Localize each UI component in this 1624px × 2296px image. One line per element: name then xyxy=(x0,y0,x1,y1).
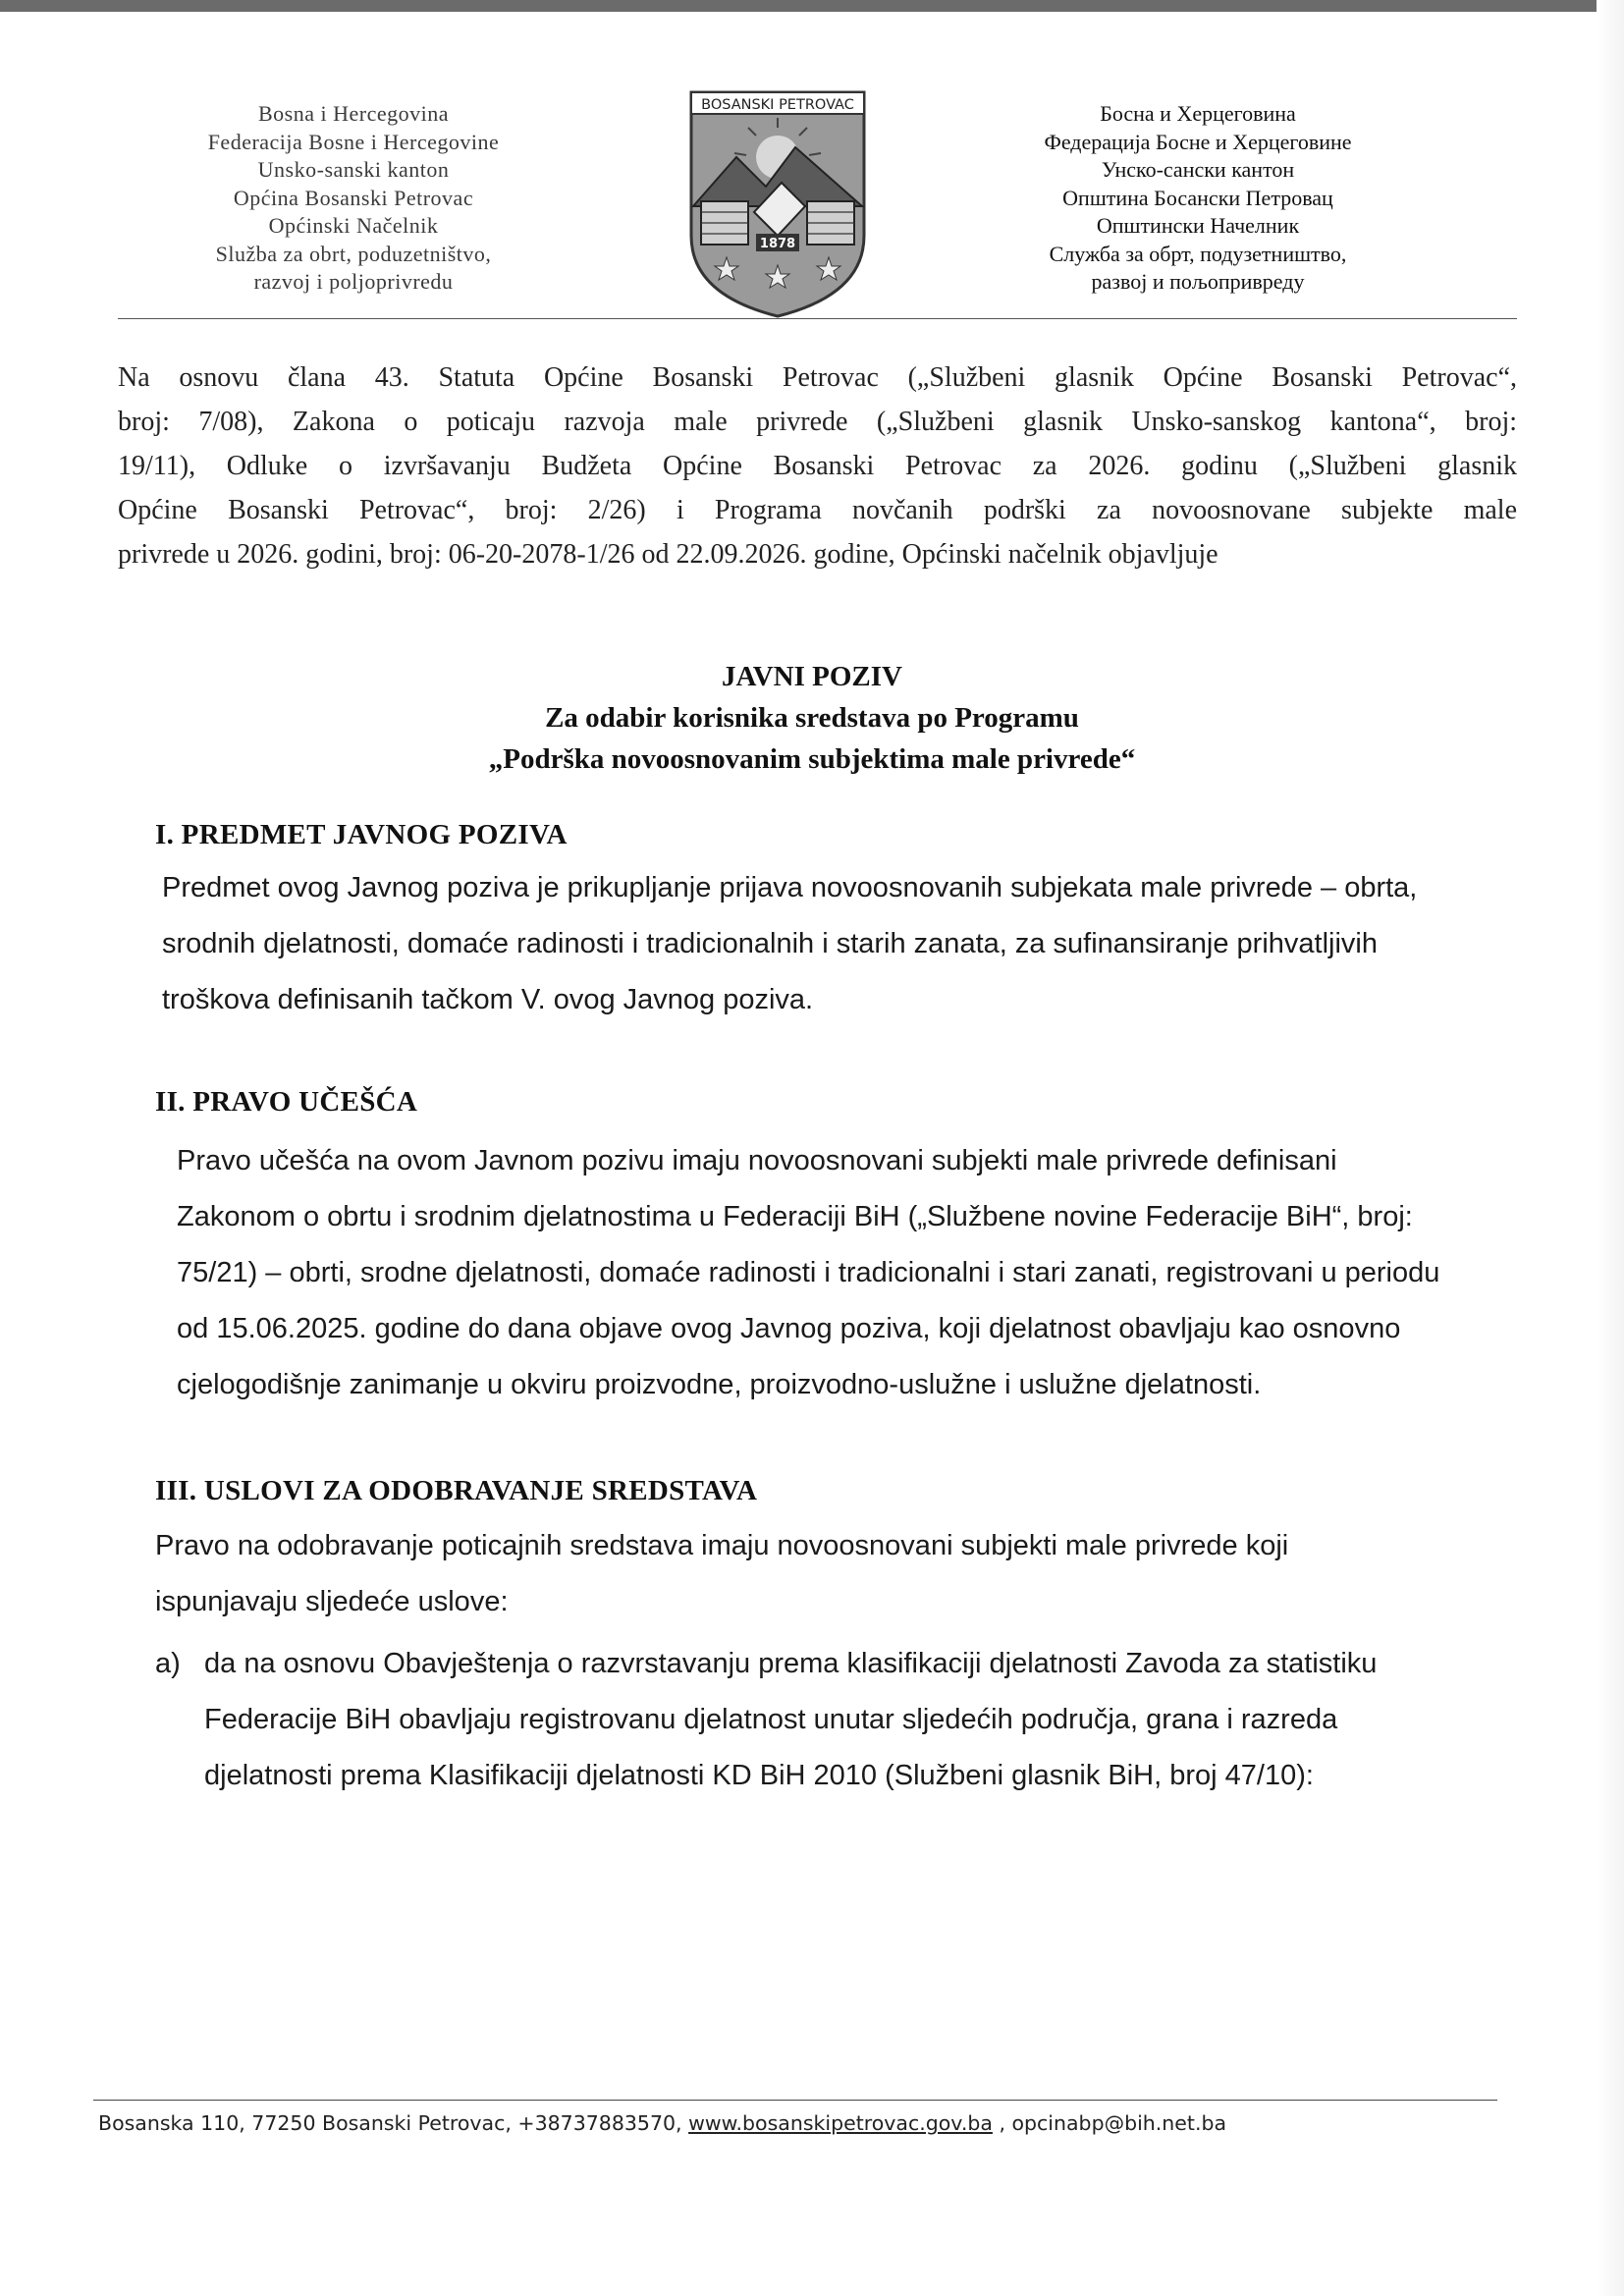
coat-of-arms-icon xyxy=(687,88,868,320)
letterhead-latin-line: Općinski Načelnik xyxy=(268,213,439,238)
footer-divider xyxy=(93,2100,1497,2101)
intro-line: 19/11), Odluke o izvršavanju Budžeta Općine Bosanski Petrovac za 2026. godinu („Službeni glasnik xyxy=(118,451,1517,481)
section-body-3 xyxy=(155,1518,1288,1630)
letterhead-cyrillic-line: Општински Начелник xyxy=(1096,213,1300,238)
letterhead-cyrillic xyxy=(982,100,1414,297)
section-line: srodnih djelatnosti, domaće radinosti i tradicionalnih i starih zanata, za sufinansiranje prihvatljivih xyxy=(162,928,1378,959)
footer-address: Bosanska 110, 77250 Bosanski Petrovac, +38737883570, xyxy=(98,2111,689,2135)
footer-website-link[interactable]: www.bosanskipetrovac.gov.ba xyxy=(688,2111,993,2135)
letterhead-latin-line: Bosna i Hercegovina xyxy=(258,101,449,126)
section-line: Pravo učešća na ovom Javnom pozivu imaju novoosnovani subjekti male privrede definisani xyxy=(177,1145,1337,1176)
section-line: 75/21) – obrti, srodne djelatnosti, domaće radinosti i tradicionalni i stari zanati, registrovani u periodu xyxy=(177,1257,1440,1288)
intro-line: Općine Bosanski Petrovac“, broj: 2/26) i Programa novčanih podrški za novoosnovane subjekte male xyxy=(118,495,1517,525)
list-item-line: djelatnosti prema Klasifikaciji djelatnosti KD BiH 2010 (Službeni glasnik BiH, broj 47/10): xyxy=(204,1760,1314,1791)
intro-paragraph xyxy=(118,355,1517,576)
letterhead-cyrillic-line: Унско-сански кантон xyxy=(1101,157,1295,182)
letterhead-cyrillic-line: Општина Босански Петровац xyxy=(1062,185,1333,210)
letterhead-latin xyxy=(147,100,560,297)
footer-email[interactable]: opcinabp@bih.net.ba xyxy=(1011,2111,1227,2135)
intro-line: Na osnovu člana 43. Statuta Općine Bosanski Petrovac („Službeni glasnik Općine Bosanski Petrovac“, xyxy=(118,362,1517,393)
section-line: troškova definisanih tačkom V. ovog Javnog poziva. xyxy=(162,984,814,1015)
title-line-2: Za odabir korisnika sredstava po Programu xyxy=(545,702,1079,734)
list-item-label: a) xyxy=(155,1648,181,1679)
footer-separator: , xyxy=(992,2111,1012,2135)
intro-line: privrede u 2026. godini, broj: 06-20-2078-1/26 od 22.09.2026. godine, Općinski načelnik objavljuje xyxy=(118,539,1218,570)
document-title xyxy=(0,656,1624,780)
title-line-1: JAVNI POZIV xyxy=(722,661,902,692)
section-body-1 xyxy=(162,860,1417,1028)
header-divider xyxy=(118,318,1517,319)
title-line-3: „Podrška novoosnovanim subjektima male privrede“ xyxy=(488,743,1136,775)
letterhead-cyrillic-line: Босна и Херцеговина xyxy=(1100,101,1296,126)
section-heading-3: III. USLOVI ZA ODOBRAVANJE SREDSTAVA xyxy=(155,1475,758,1506)
letterhead-cyrillic-line: развој и пољопривреду xyxy=(1091,269,1305,294)
section-heading-2: II. PRAVO UČEŠĆA xyxy=(155,1086,418,1118)
section-line: Zakonom o obrtu i srodnim djelatnostima u Federaciji BiH („Službene novine Federacije BiH“, broj: xyxy=(177,1201,1413,1232)
section-line: ispunjavaju sljedeće uslove: xyxy=(155,1586,509,1617)
list-item-a xyxy=(204,1636,1377,1804)
scan-right-edge xyxy=(1597,0,1624,2296)
section-line: cjelogodišnje zanimanje u okviru proizvodne, proizvodno-uslužne i uslužne djelatnosti. xyxy=(177,1369,1262,1400)
section-line: Predmet ovog Javnog poziva je prikupljanje prijava novoosnovanih subjekata male privrede – obrta, xyxy=(162,872,1418,903)
section-line: od 15.06.2025. godine do dana objave ovog Javnog poziva, koji djelatnost obavljaju kao osnovno xyxy=(177,1313,1401,1344)
letterhead xyxy=(0,0,1624,324)
section-line: Pravo na odobravanje poticajnih sredstava imaju novoosnovani subjekti male privrede koji xyxy=(155,1530,1289,1561)
letterhead-latin-line: Općina Bosanski Petrovac xyxy=(233,185,474,210)
letterhead-latin-line: Federacija Bosne i Hercegovine xyxy=(207,129,500,154)
section-body-2 xyxy=(177,1133,1439,1413)
section-heading-1: I. PREDMET JAVNOG POZIVA xyxy=(155,819,568,850)
letterhead-cyrillic-line: Служба за обрт, подузетништво, xyxy=(1049,241,1347,266)
footer-contact xyxy=(98,2111,1226,2135)
list-item-line: da na osnovu Obavještenja o razvrstavanju prema klasifikaciji djelatnosti Zavoda za statistiku xyxy=(204,1648,1378,1679)
coat-banner-text: BOSANSKI PETROVAC xyxy=(701,97,854,113)
list-item-line: Federacije BiH obavljaju registrovanu djelatnost unutar sljedećih područja, grana i razreda xyxy=(204,1704,1338,1735)
letterhead-latin-line: Služba za obrt, poduzetništvo, xyxy=(215,241,492,266)
letterhead-latin-line: Unsko-sanski kanton xyxy=(257,157,450,182)
intro-line: broj: 7/08), Zakona o poticaju razvoja male privrede („Službeni glasnik Unsko-sanskog kantona“, broj: xyxy=(118,407,1517,437)
letterhead-latin-line: razvoj i poljoprivredu xyxy=(253,269,454,294)
letterhead-cyrillic-line: Федерација Босне и Херцеговине xyxy=(1044,129,1352,154)
coat-year-text: 1878 xyxy=(759,237,796,251)
